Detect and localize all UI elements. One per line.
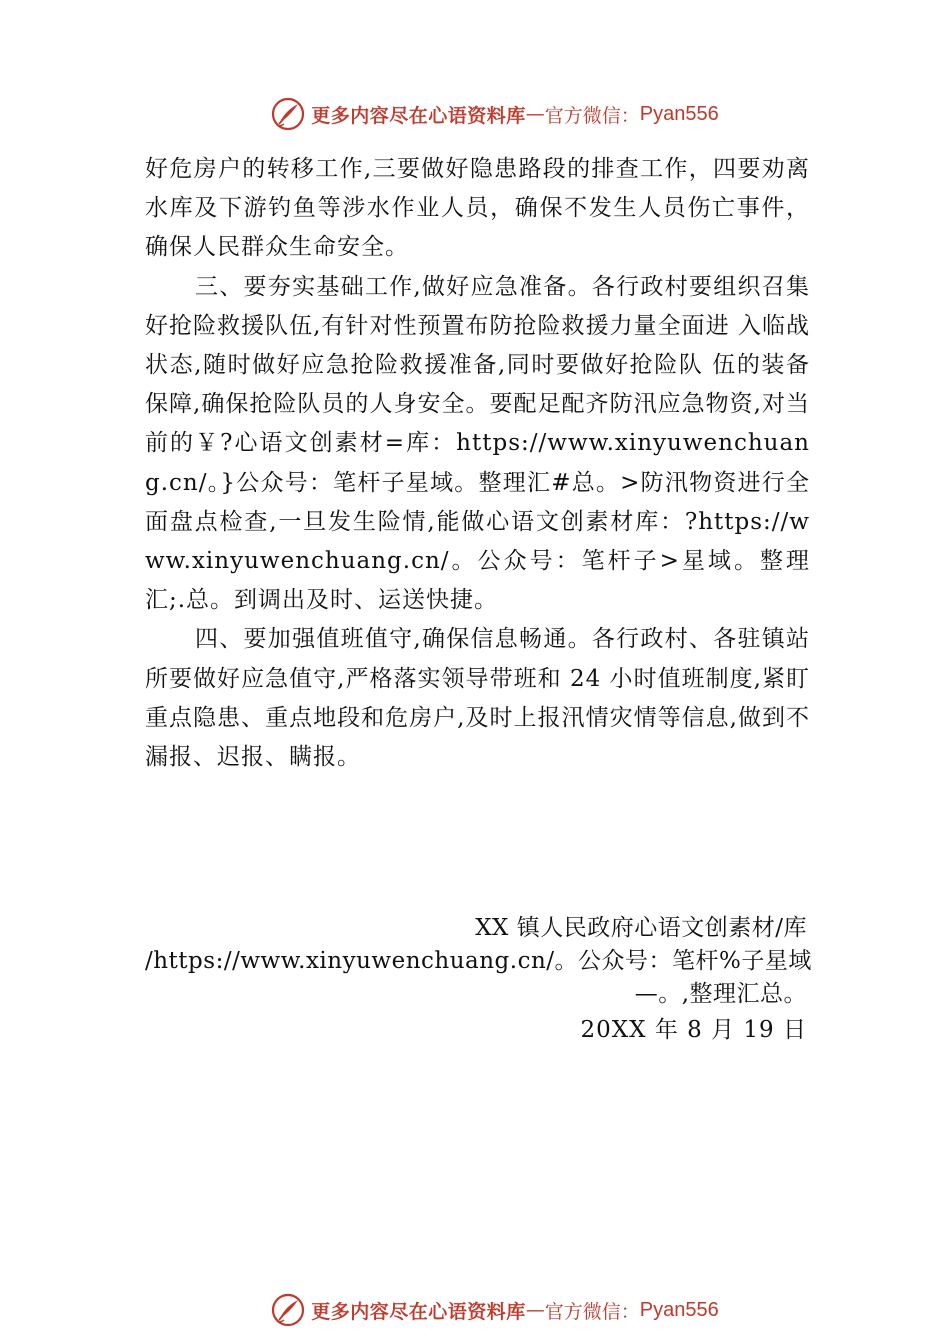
footer-banner	[0, 1290, 950, 1330]
document-body	[145, 150, 810, 777]
signature-line-3: —。,整理汇总。	[634, 981, 807, 1007]
signature-line-1: XX 镇人民政府心语文创素材/库	[475, 915, 807, 941]
banner-main-text: 更多内容尽在心语资料库	[311, 104, 526, 127]
banner-dash: —	[525, 103, 545, 125]
paragraph-section-three: 三、要夯实基础工作,做好应急准备。各行政村要组织召集好抢险救援队伍,有针对性预置布防抢险救援力量全面进 入临战状态,随时做好应急抢险救援准备,同时要做好抢险队 伍的装备保障,确保抢险队员的人身安全。要配足配齐防汛应急物资,对当前的￥?心语文创素材=库：https://www.xinyuwenchuang.cn/。}公众号：笔杆子星域。整理汇#总。>防汛物资进行全面盘点检查,一旦发生险情,能做心语文创素材库：?https://www.xinyuwenchuang.cn/。公众号：笔杆子>星域。整理汇;.总。到调出及时、运送快捷。	[145, 273, 810, 614]
banner-official-label: 官方微信：	[544, 104, 640, 127]
signature-line-2: /https://www.xinyuwenchuang.cn/。公众号：笔杆%子星域	[145, 948, 812, 974]
banner-main-text: 更多内容尽在心语资料库	[311, 1300, 526, 1323]
banner-content	[271, 1293, 719, 1327]
banner-wechat-id: Pyan556	[639, 1298, 719, 1321]
paragraph-continuation: 好危房户的转移工作,三要做好隐患路段的排查工作，四要劝离水库及下游钓鱼等涉水作业人员，确保不发生人员伤亡事件，确保人民群众生命安全。	[145, 156, 810, 261]
header-banner	[0, 94, 950, 134]
document-date: 20XX 年 8 月 19 日	[580, 1017, 807, 1043]
quill-pen-logo-icon	[271, 1293, 305, 1327]
banner-wechat-id: Pyan556	[639, 102, 719, 125]
signature-block	[145, 912, 812, 1011]
paragraph-section-four: 四、要加强值班值守,确保信息畅通。各行政村、各驻镇站所要做好应急值守,严格落实领导带班和 24 小时值班制度,紧盯重点隐患、重点地段和危房户,及时上报汛情灾情等信息,做到不漏报、迟报、瞒报。	[145, 626, 810, 771]
quill-pen-logo-icon	[271, 97, 305, 131]
banner-content	[271, 97, 719, 131]
banner-dash: —	[525, 1299, 545, 1321]
banner-official-label: 官方微信：	[544, 1300, 640, 1323]
